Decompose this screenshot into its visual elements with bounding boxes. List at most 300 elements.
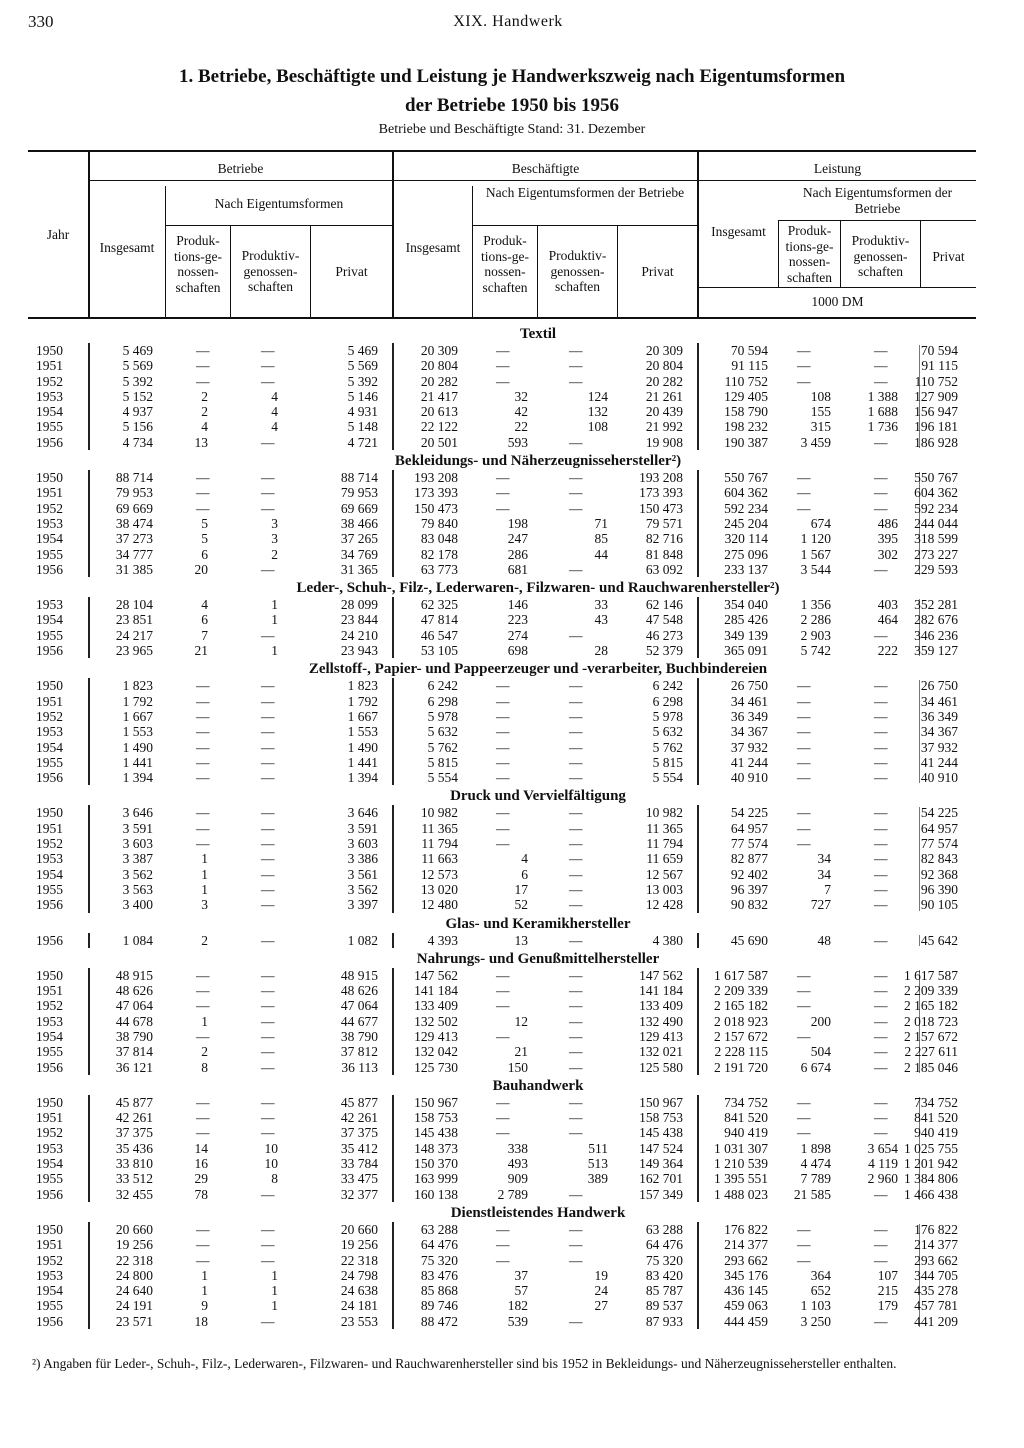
cell-besch-insgesamt: 12 573 bbox=[420, 866, 458, 882]
cell-besch-privat: 150 473 bbox=[639, 500, 683, 516]
cell-leistung-insgesamt: 2 165 182 bbox=[714, 998, 768, 1014]
cell-besch-produktiv: 389 bbox=[587, 1171, 608, 1187]
cell-betriebe-privat: 3 603 bbox=[347, 836, 378, 852]
cell-leistung-pgh: — bbox=[797, 373, 811, 389]
title-line-2: der Betriebe 1950 bis 1956 bbox=[405, 95, 619, 116]
cell-besch-produktiv: — bbox=[569, 1044, 583, 1060]
cell-leistung-insgesamt: 444 459 bbox=[724, 1313, 768, 1329]
table-row bbox=[28, 694, 978, 709]
cell-betriebe-privat: 3 591 bbox=[347, 820, 378, 836]
cell-leistung-privat: 293 662 bbox=[914, 1252, 958, 1268]
cell-besch-pgh: — bbox=[496, 739, 510, 755]
header-betriebe-nach-eigentumsformen: Nach Eigentumsformen bbox=[214, 196, 344, 211]
cell-betriebe-insgesamt: 22 318 bbox=[115, 1252, 153, 1268]
cell-betriebe-produktiv: — bbox=[261, 998, 275, 1014]
table-row bbox=[28, 1222, 978, 1237]
cell-leistung-privat: 36 349 bbox=[920, 708, 958, 724]
table-row bbox=[28, 709, 978, 724]
cell-leistung-insgesamt: 275 096 bbox=[724, 546, 768, 562]
header-beschaeftigte: Beschäftigte bbox=[511, 161, 580, 176]
cell-leistung-produktiv: — bbox=[874, 820, 888, 836]
cell-besch-privat: 21 261 bbox=[645, 388, 683, 404]
cell-besch-produktiv: 24 bbox=[594, 1283, 608, 1299]
section-heading: Bekleidungs- und Näherzeugnissehersteller²) bbox=[394, 453, 682, 470]
cell-betriebe-privat: 1 441 bbox=[347, 754, 378, 770]
cell-besch-pgh: 37 bbox=[514, 1267, 528, 1283]
cell-betriebe-pgh: — bbox=[196, 485, 210, 501]
cell-jahr: 1954 bbox=[36, 531, 63, 547]
cell-betriebe-pgh: 9 bbox=[201, 1298, 208, 1314]
cell-betriebe-pgh: — bbox=[196, 358, 210, 374]
cell-betriebe-produktiv: 1 bbox=[271, 643, 278, 659]
cell-besch-produktiv: 44 bbox=[594, 546, 608, 562]
table-row bbox=[28, 1141, 978, 1156]
cell-leistung-insgesamt: 41 244 bbox=[730, 754, 768, 770]
cell-betriebe-insgesamt: 24 640 bbox=[115, 1283, 153, 1299]
cell-leistung-privat: 457 781 bbox=[914, 1298, 958, 1314]
cell-leistung-produktiv: 403 bbox=[877, 597, 898, 613]
table-row bbox=[28, 933, 978, 948]
cell-leistung-produktiv: — bbox=[874, 881, 888, 897]
section-gap bbox=[28, 1329, 978, 1332]
cell-besch-privat: 147 524 bbox=[639, 1140, 683, 1156]
cell-besch-pgh: 274 bbox=[507, 627, 528, 643]
header-unit: 1000 DM bbox=[811, 294, 864, 309]
cell-leistung-produktiv: 179 bbox=[877, 1298, 898, 1314]
cell-leistung-insgesamt: 354 040 bbox=[724, 597, 768, 613]
cell-besch-insgesamt: 150 473 bbox=[414, 500, 458, 516]
cell-betriebe-pgh: — bbox=[196, 836, 210, 852]
cell-betriebe-produktiv: — bbox=[261, 708, 275, 724]
cell-betriebe-produktiv: — bbox=[261, 932, 275, 948]
cell-jahr: 1956 bbox=[36, 561, 63, 577]
cell-leistung-privat: 70 594 bbox=[920, 343, 958, 358]
cell-besch-produktiv: — bbox=[569, 754, 583, 770]
cell-besch-pgh: 909 bbox=[507, 1171, 528, 1187]
cell-betriebe-pgh: 1 bbox=[201, 1267, 208, 1283]
cell-besch-privat: 79 571 bbox=[645, 515, 683, 531]
cell-betriebe-insgesamt: 42 261 bbox=[115, 1110, 153, 1126]
cell-betriebe-insgesamt: 3 562 bbox=[122, 866, 153, 882]
cell-leistung-privat: 2 018 723 bbox=[904, 1013, 958, 1029]
cell-leistung-pgh: 1 103 bbox=[800, 1298, 831, 1314]
cell-jahr: 1955 bbox=[36, 546, 63, 562]
cell-besch-privat: 20 804 bbox=[645, 358, 683, 374]
header-besch-produktiv: Produktiv-genossen-schaften bbox=[548, 248, 607, 294]
cell-leistung-insgesamt: 36 349 bbox=[730, 708, 768, 724]
cell-leistung-pgh: 34 bbox=[817, 866, 831, 882]
cell-leistung-pgh: — bbox=[797, 678, 811, 694]
cell-besch-insgesamt: 5 762 bbox=[427, 739, 458, 755]
cell-betriebe-privat: 33 475 bbox=[340, 1171, 378, 1187]
cell-leistung-produktiv: — bbox=[874, 627, 888, 643]
header-leistung-nach-eigentumsformen: Nach Eigentumsformen der Betriebe bbox=[802, 185, 953, 216]
cell-betriebe-pgh: 4 bbox=[201, 419, 208, 435]
cell-besch-produktiv: — bbox=[569, 434, 583, 450]
cell-jahr: 1950 bbox=[36, 678, 63, 694]
cell-besch-produktiv: 108 bbox=[587, 419, 608, 435]
cell-betriebe-insgesamt: 3 563 bbox=[122, 881, 153, 897]
cell-leistung-insgesamt: 349 139 bbox=[724, 627, 768, 643]
cell-besch-produktiv: 27 bbox=[594, 1298, 608, 1314]
cell-besch-privat: 20 282 bbox=[645, 373, 683, 389]
cell-betriebe-privat: 5 469 bbox=[347, 343, 378, 358]
cell-besch-pgh: 247 bbox=[507, 531, 528, 547]
cell-betriebe-privat: 4 931 bbox=[347, 404, 378, 420]
cell-besch-produktiv: — bbox=[569, 1252, 583, 1268]
footnote: ²) Angaben für Leder-, Schuh-, Filz-, Lederwaren-, Filzwaren- und Rauchwarenhersteller sind bis 1952 in Bekleidungs- und Näherzeugnissehersteller enthalten. bbox=[32, 1356, 897, 1371]
cell-besch-produktiv: — bbox=[569, 967, 583, 983]
cell-leistung-insgesamt: 2 157 672 bbox=[714, 1028, 768, 1044]
cell-leistung-privat: 41 244 bbox=[920, 754, 958, 770]
cell-leistung-produktiv: — bbox=[874, 1125, 888, 1141]
cell-jahr: 1955 bbox=[36, 1298, 63, 1314]
cell-betriebe-privat: 42 261 bbox=[340, 1110, 378, 1126]
cell-betriebe-pgh: — bbox=[196, 1221, 210, 1237]
cell-jahr: 1951 bbox=[36, 1110, 63, 1126]
cell-leistung-insgesamt: 37 932 bbox=[730, 739, 768, 755]
cell-betriebe-insgesamt: 1 441 bbox=[122, 754, 153, 770]
cell-betriebe-pgh: — bbox=[196, 1094, 210, 1110]
cell-leistung-pgh: — bbox=[797, 343, 811, 358]
cell-betriebe-pgh: 78 bbox=[194, 1186, 208, 1202]
cell-leistung-privat: 359 127 bbox=[914, 643, 958, 659]
cell-leistung-privat: 1 025 755 bbox=[904, 1140, 958, 1156]
table-row bbox=[28, 435, 978, 450]
cell-leistung-produktiv: — bbox=[874, 998, 888, 1014]
cell-leistung-pgh: 3 250 bbox=[800, 1313, 831, 1329]
cell-leistung-produktiv: — bbox=[874, 1186, 888, 1202]
cell-jahr: 1956 bbox=[36, 932, 63, 948]
cell-besch-insgesamt: 47 814 bbox=[420, 612, 458, 628]
cell-betriebe-insgesamt: 37 814 bbox=[115, 1044, 153, 1060]
cell-betriebe-insgesamt: 24 217 bbox=[115, 627, 153, 643]
cell-leistung-insgesamt: 77 574 bbox=[730, 836, 768, 852]
cell-besch-insgesamt: 88 472 bbox=[420, 1313, 458, 1329]
cell-leistung-insgesamt: 345 176 bbox=[724, 1267, 768, 1283]
cell-besch-produktiv: 43 bbox=[594, 612, 608, 628]
cell-jahr: 1952 bbox=[36, 998, 63, 1014]
cell-leistung-pgh: 3 544 bbox=[800, 561, 831, 577]
cell-betriebe-insgesamt: 38 474 bbox=[115, 515, 153, 531]
cell-besch-insgesamt: 145 438 bbox=[414, 1125, 458, 1141]
cell-besch-produktiv: — bbox=[569, 1094, 583, 1110]
cell-leistung-produktiv: — bbox=[874, 983, 888, 999]
cell-besch-produktiv: — bbox=[569, 724, 583, 740]
cell-besch-pgh: — bbox=[496, 805, 510, 821]
cell-besch-produktiv: — bbox=[569, 500, 583, 516]
cell-besch-pgh: 42 bbox=[514, 404, 528, 420]
table-title bbox=[0, 62, 1024, 120]
cell-besch-privat: 133 409 bbox=[639, 998, 683, 1014]
cell-leistung-insgesamt: 176 822 bbox=[724, 1221, 768, 1237]
cell-leistung-pgh: — bbox=[797, 358, 811, 374]
cell-leistung-insgesamt: 1 031 307 bbox=[714, 1140, 768, 1156]
header-betriebe-insgesamt: Insgesamt bbox=[99, 240, 155, 255]
table-row bbox=[28, 724, 978, 739]
table-row bbox=[28, 1187, 978, 1202]
cell-betriebe-privat: 24 798 bbox=[340, 1267, 378, 1283]
table-row bbox=[28, 1171, 978, 1186]
cell-besch-privat: 13 003 bbox=[645, 881, 683, 897]
cell-leistung-privat: 91 115 bbox=[921, 358, 958, 374]
cell-leistung-pgh: 34 bbox=[817, 851, 831, 867]
cell-leistung-privat: 229 593 bbox=[914, 561, 958, 577]
cell-leistung-pgh: — bbox=[797, 485, 811, 501]
cell-besch-produktiv: — bbox=[569, 343, 583, 358]
cell-leistung-pgh: 315 bbox=[810, 419, 831, 435]
cell-besch-insgesamt: 6 298 bbox=[427, 693, 458, 709]
cell-besch-insgesamt: 193 208 bbox=[414, 470, 458, 486]
cell-besch-privat: 20 439 bbox=[645, 404, 683, 420]
cell-betriebe-produktiv: 10 bbox=[264, 1140, 278, 1156]
cell-betriebe-pgh: — bbox=[196, 678, 210, 694]
cell-betriebe-privat: 34 769 bbox=[340, 546, 378, 562]
cell-leistung-insgesamt: 320 114 bbox=[724, 531, 768, 547]
cell-betriebe-produktiv: 1 bbox=[271, 1283, 278, 1299]
cell-leistung-privat: 45 642 bbox=[920, 932, 958, 948]
cell-betriebe-produktiv: — bbox=[261, 836, 275, 852]
cell-betriebe-pgh: 1 bbox=[201, 851, 208, 867]
cell-jahr: 1954 bbox=[36, 739, 63, 755]
cell-betriebe-pgh: 21 bbox=[194, 643, 208, 659]
cell-besch-privat: 6 242 bbox=[652, 678, 683, 694]
cell-besch-insgesamt: 20 282 bbox=[420, 373, 458, 389]
cell-jahr: 1955 bbox=[36, 881, 63, 897]
cell-betriebe-pgh: 1 bbox=[201, 866, 208, 882]
cell-besch-privat: 129 413 bbox=[639, 1028, 683, 1044]
cell-leistung-produktiv: — bbox=[874, 836, 888, 852]
cell-leistung-pgh: 674 bbox=[810, 515, 831, 531]
cell-betriebe-produktiv: — bbox=[261, 434, 275, 450]
cell-betriebe-produktiv: — bbox=[261, 1044, 275, 1060]
cell-besch-produktiv: — bbox=[569, 1125, 583, 1141]
cell-betriebe-privat: 23 943 bbox=[340, 643, 378, 659]
cell-leistung-produktiv: — bbox=[874, 373, 888, 389]
cell-leistung-privat: 734 752 bbox=[914, 1094, 958, 1110]
cell-besch-pgh: 13 bbox=[514, 932, 528, 948]
cell-besch-produktiv: — bbox=[569, 1059, 583, 1075]
cell-betriebe-produktiv: — bbox=[261, 1110, 275, 1126]
cell-betriebe-privat: 23 553 bbox=[340, 1313, 378, 1329]
cell-betriebe-produktiv: 8 bbox=[271, 1171, 278, 1187]
cell-besch-insgesamt: 173 393 bbox=[414, 485, 458, 501]
cell-besch-produktiv: — bbox=[569, 693, 583, 709]
table-row bbox=[28, 1060, 978, 1075]
cell-besch-privat: 173 393 bbox=[639, 485, 683, 501]
cell-besch-produktiv: — bbox=[569, 1013, 583, 1029]
cell-betriebe-pgh: 20 bbox=[194, 561, 208, 577]
cell-besch-privat: 21 992 bbox=[645, 419, 683, 435]
cell-besch-privat: 52 379 bbox=[645, 643, 683, 659]
cell-besch-pgh: — bbox=[496, 500, 510, 516]
cell-besch-produktiv: — bbox=[569, 358, 583, 374]
cell-besch-pgh: 593 bbox=[507, 434, 528, 450]
cell-betriebe-insgesamt: 44 678 bbox=[115, 1013, 153, 1029]
cell-besch-insgesamt: 11 663 bbox=[421, 851, 458, 867]
cell-betriebe-produktiv: — bbox=[261, 1028, 275, 1044]
cell-leistung-pgh: 108 bbox=[810, 388, 831, 404]
cell-betriebe-produktiv: 4 bbox=[271, 419, 278, 435]
cell-leistung-privat: 34 461 bbox=[920, 693, 958, 709]
cell-besch-pgh: — bbox=[496, 770, 510, 786]
cell-betriebe-insgesamt: 33 810 bbox=[115, 1156, 153, 1172]
cell-leistung-produktiv: — bbox=[874, 358, 888, 374]
cell-betriebe-privat: 5 146 bbox=[347, 388, 378, 404]
cell-betriebe-privat: 19 256 bbox=[340, 1237, 378, 1253]
cell-besch-insgesamt: 160 138 bbox=[414, 1186, 458, 1202]
cell-leistung-pgh: 21 585 bbox=[793, 1186, 831, 1202]
cell-jahr: 1954 bbox=[36, 1156, 63, 1172]
table-row bbox=[28, 1110, 978, 1125]
cell-betriebe-insgesamt: 3 591 bbox=[122, 820, 153, 836]
cell-betriebe-insgesamt: 4 734 bbox=[122, 434, 153, 450]
cell-jahr: 1950 bbox=[36, 967, 63, 983]
cell-leistung-pgh: 504 bbox=[810, 1044, 831, 1060]
cell-leistung-pgh: 1 567 bbox=[800, 546, 831, 562]
cell-leistung-produktiv: 222 bbox=[877, 643, 898, 659]
table-row bbox=[28, 485, 978, 500]
cell-leistung-pgh: — bbox=[797, 470, 811, 486]
cell-leistung-insgesamt: 96 397 bbox=[730, 881, 768, 897]
cell-besch-insgesamt: 89 746 bbox=[420, 1298, 458, 1314]
cell-leistung-pgh: — bbox=[797, 1125, 811, 1141]
cell-leistung-produktiv: — bbox=[874, 770, 888, 786]
cell-betriebe-pgh: 29 bbox=[194, 1171, 208, 1187]
section-rows bbox=[28, 678, 978, 785]
table-row bbox=[28, 1156, 978, 1171]
cell-besch-produktiv: — bbox=[569, 805, 583, 821]
cell-leistung-privat: 2 157 672 bbox=[904, 1028, 958, 1044]
section-heading: Zellstoff-, Papier- und Pappeerzeuger und -verarbeiter, Buchbindereien bbox=[308, 661, 768, 678]
cell-betriebe-produktiv: 2 bbox=[271, 546, 278, 562]
cell-betriebe-produktiv: — bbox=[261, 881, 275, 897]
cell-betriebe-insgesamt: 24 800 bbox=[115, 1267, 153, 1283]
cell-jahr: 1951 bbox=[36, 693, 63, 709]
cell-leistung-insgesamt: 91 115 bbox=[731, 358, 768, 374]
cell-leistung-insgesamt: 2 228 115 bbox=[714, 1044, 768, 1060]
table-row bbox=[28, 805, 978, 820]
header-leistung-privat: Privat bbox=[932, 249, 965, 264]
cell-leistung-produktiv: — bbox=[874, 561, 888, 577]
table-row bbox=[28, 678, 978, 693]
cell-leistung-pgh: 727 bbox=[810, 897, 831, 913]
cell-betriebe-pgh: — bbox=[196, 343, 210, 358]
cell-leistung-privat: 244 044 bbox=[914, 515, 958, 531]
table-row bbox=[28, 983, 978, 998]
header-bottom-rule bbox=[28, 317, 976, 319]
cell-besch-insgesamt: 75 320 bbox=[420, 1252, 458, 1268]
cell-leistung-pgh: — bbox=[797, 1237, 811, 1253]
cell-leistung-pgh: 200 bbox=[810, 1013, 831, 1029]
cell-leistung-insgesamt: 2 209 339 bbox=[714, 983, 768, 999]
cell-betriebe-privat: 1 823 bbox=[347, 678, 378, 694]
cell-besch-pgh: — bbox=[496, 1110, 510, 1126]
cell-leistung-produktiv: — bbox=[874, 932, 888, 948]
section-heading: Nahrungs- und Genußmittelhersteller bbox=[416, 950, 660, 967]
cell-besch-insgesamt: 62 325 bbox=[420, 597, 458, 613]
cell-betriebe-insgesamt: 5 469 bbox=[122, 343, 153, 358]
cell-leistung-insgesamt: 158 790 bbox=[724, 404, 768, 420]
cell-betriebe-insgesamt: 32 455 bbox=[115, 1186, 153, 1202]
cell-betriebe-privat: 1 490 bbox=[347, 739, 378, 755]
cell-leistung-insgesamt: 90 832 bbox=[730, 897, 768, 913]
cell-besch-privat: 12 428 bbox=[645, 897, 683, 913]
table-row bbox=[28, 968, 978, 983]
cell-besch-pgh: — bbox=[496, 678, 510, 694]
cell-betriebe-produktiv: — bbox=[261, 724, 275, 740]
cell-betriebe-pgh: — bbox=[196, 820, 210, 836]
cell-betriebe-privat: 28 099 bbox=[340, 597, 378, 613]
cell-besch-insgesamt: 20 309 bbox=[420, 343, 458, 358]
cell-besch-insgesamt: 13 020 bbox=[420, 881, 458, 897]
cell-betriebe-insgesamt: 1 084 bbox=[122, 932, 153, 948]
cell-besch-pgh: 681 bbox=[507, 561, 528, 577]
cell-besch-privat: 81 848 bbox=[645, 546, 683, 562]
cell-leistung-pgh: — bbox=[797, 754, 811, 770]
cell-leistung-privat: 592 234 bbox=[914, 500, 958, 516]
table-row bbox=[28, 998, 978, 1013]
cell-leistung-insgesamt: 82 877 bbox=[730, 851, 768, 867]
cell-leistung-produktiv: — bbox=[874, 500, 888, 516]
cell-besch-pgh: — bbox=[496, 967, 510, 983]
header-leistung: Leistung bbox=[813, 161, 862, 176]
header-top-rule bbox=[28, 150, 976, 152]
cell-betriebe-insgesamt: 36 121 bbox=[115, 1059, 153, 1075]
cell-betriebe-insgesamt: 48 626 bbox=[115, 983, 153, 999]
cell-leistung-insgesamt: 233 137 bbox=[724, 561, 768, 577]
cell-betriebe-produktiv: — bbox=[261, 770, 275, 786]
cell-besch-insgesamt: 132 502 bbox=[414, 1013, 458, 1029]
cell-betriebe-produktiv: — bbox=[261, 1252, 275, 1268]
table-row bbox=[28, 755, 978, 770]
cell-betriebe-produktiv: 1 bbox=[271, 1267, 278, 1283]
cell-besch-insgesamt: 11 794 bbox=[421, 836, 458, 852]
table-row bbox=[28, 404, 978, 419]
cell-leistung-insgesamt: 26 750 bbox=[730, 678, 768, 694]
cell-besch-insgesamt: 22 122 bbox=[420, 419, 458, 435]
cell-leistung-privat: 441 209 bbox=[914, 1313, 958, 1329]
cell-leistung-produktiv: 302 bbox=[877, 546, 898, 562]
cell-betriebe-insgesamt: 3 387 bbox=[122, 851, 153, 867]
cell-besch-insgesamt: 64 476 bbox=[420, 1237, 458, 1253]
cell-betriebe-insgesamt: 28 104 bbox=[115, 597, 153, 613]
header-hrule bbox=[699, 287, 976, 288]
cell-leistung-privat: 40 910 bbox=[920, 770, 958, 786]
cell-betriebe-pgh: — bbox=[196, 1110, 210, 1126]
cell-besch-privat: 12 567 bbox=[645, 866, 683, 882]
cell-betriebe-pgh: — bbox=[196, 967, 210, 983]
cell-jahr: 1953 bbox=[36, 597, 63, 613]
cell-betriebe-pgh: 4 bbox=[201, 597, 208, 613]
cell-leistung-insgesamt: 841 520 bbox=[724, 1110, 768, 1126]
cell-betriebe-privat: 1 667 bbox=[347, 708, 378, 724]
cell-besch-produktiv: — bbox=[569, 1221, 583, 1237]
cell-betriebe-produktiv: — bbox=[261, 820, 275, 836]
table-row bbox=[28, 531, 978, 546]
cell-besch-privat: 63 288 bbox=[645, 1221, 683, 1237]
cell-jahr: 1954 bbox=[36, 1283, 63, 1299]
cell-besch-produktiv: 511 bbox=[588, 1140, 608, 1156]
cell-betriebe-privat: 23 844 bbox=[340, 612, 378, 628]
cell-betriebe-privat: 69 669 bbox=[340, 500, 378, 516]
cell-betriebe-privat: 37 812 bbox=[340, 1044, 378, 1060]
cell-leistung-produktiv: — bbox=[874, 1221, 888, 1237]
cell-betriebe-insgesamt: 38 790 bbox=[115, 1028, 153, 1044]
table-row bbox=[28, 1237, 978, 1252]
table-row bbox=[28, 867, 978, 882]
cell-leistung-privat: 186 928 bbox=[914, 434, 958, 450]
